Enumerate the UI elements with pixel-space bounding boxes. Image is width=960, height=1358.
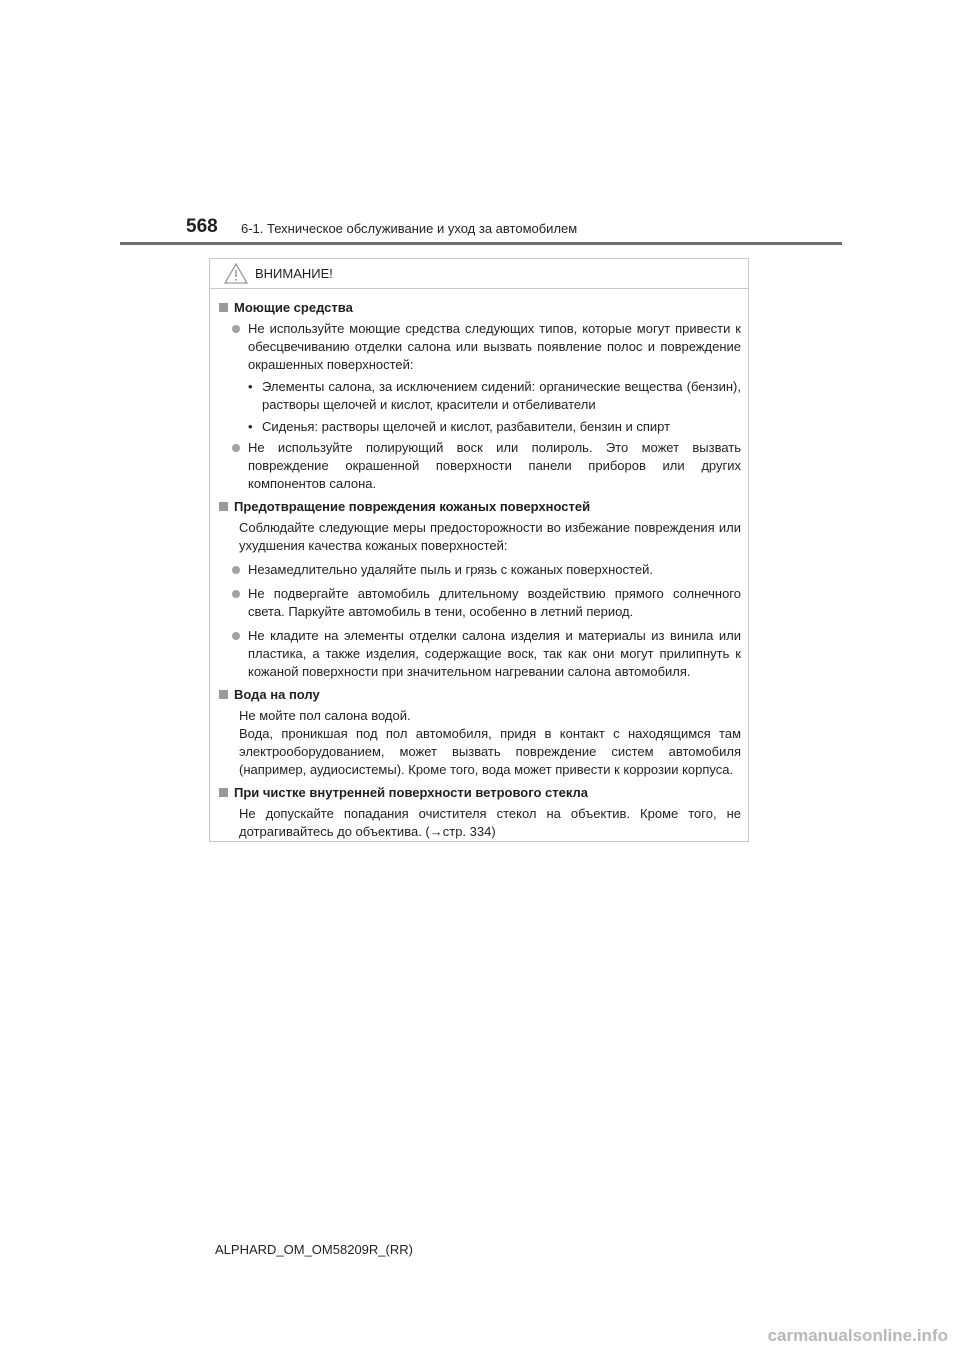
circle-bullet-icon bbox=[232, 325, 240, 333]
document-code: ALPHARD_OM_OM58209R_(RR) bbox=[215, 1242, 413, 1257]
warning-triangle-icon bbox=[224, 263, 248, 284]
paragraph: Вода, проникшая под пол автомобиля, придя в контакт с находящимся там электрооборудованием, может вызвать повреждение систем автомобиля (например, аудиосистемы). Кроме того, вода может привести к коррозии корпуса. bbox=[239, 726, 741, 777]
section-heading: При чистке внутренней поверхности ветрового стекла bbox=[219, 784, 741, 802]
paragraph: Не допускайте попадания очистителя стекол на объектив. Кроме того, не дотрагивайтесь до объектива. (→стр. 334) bbox=[239, 806, 741, 839]
circle-bullet-icon bbox=[232, 590, 240, 598]
paragraph: Не мойте пол салона водой. bbox=[239, 708, 411, 723]
list-item: Не используйте полирующий воск или полироль. Это может вызвать повреждение окрашенной поверхности панели приборов или других компонентов салона. bbox=[232, 439, 741, 493]
list-item: Не используйте моющие средства следующих типов, которые могут привести к обесцвечиванию отделки салона или вызвать появление полос и повреждение окрашенных поверхностей: bbox=[232, 320, 741, 374]
square-bullet-icon bbox=[219, 502, 228, 511]
circle-bullet-icon bbox=[232, 632, 240, 640]
warning-body bbox=[210, 289, 748, 841]
section-heading: Вода на полу bbox=[219, 686, 741, 704]
circle-bullet-icon bbox=[232, 566, 240, 574]
warning-title: ВНИМАНИЕ! bbox=[255, 266, 333, 281]
section-heading: Моющие средства bbox=[219, 299, 741, 317]
watermark: carmanualsonline.info bbox=[767, 1326, 948, 1345]
small-bullet-icon: • bbox=[248, 419, 253, 434]
sub-list-item: • Сиденья: растворы щелочей и кислот, разбавители, бензин и спирт bbox=[248, 419, 671, 434]
warning-header bbox=[210, 259, 748, 289]
page-number: 568 bbox=[186, 216, 218, 237]
header-rule bbox=[120, 242, 842, 245]
warning-box bbox=[209, 258, 749, 842]
section-title: 6-1. Техническое обслуживание и уход за автомобилем bbox=[241, 221, 578, 236]
circle-bullet-icon bbox=[232, 444, 240, 452]
paragraph: Соблюдайте следующие меры предосторожности во избежание повреждения или ухудшения качества кожаных поверхностей: bbox=[239, 520, 741, 553]
section-heading: Предотвращение повреждения кожаных поверхностей bbox=[219, 498, 741, 516]
square-bullet-icon bbox=[219, 303, 228, 312]
small-bullet-icon: • bbox=[248, 379, 253, 394]
list-item: Незамедлительно удаляйте пыль и грязь с кожаных поверхностей. bbox=[232, 561, 741, 579]
list-item: Не подвергайте автомобиль длительному воздействию прямого солнечного света. Паркуйте автомобиль в тени, особенно в летний период. bbox=[232, 585, 741, 621]
square-bullet-icon bbox=[219, 690, 228, 699]
sub-list-item: • Элементы салона, за исключением сидений: органические вещества (бензин), растворы щелочей и кислот, красители и отбеливатели bbox=[248, 379, 741, 412]
square-bullet-icon bbox=[219, 788, 228, 797]
list-item: Не кладите на элементы отделки салона изделия и материалы из винила или пластика, а также изделия, содержащие воск, так как они могут прилипнуть к кожаной поверхности при значительном нагревании салона автомобиля. bbox=[232, 627, 741, 681]
